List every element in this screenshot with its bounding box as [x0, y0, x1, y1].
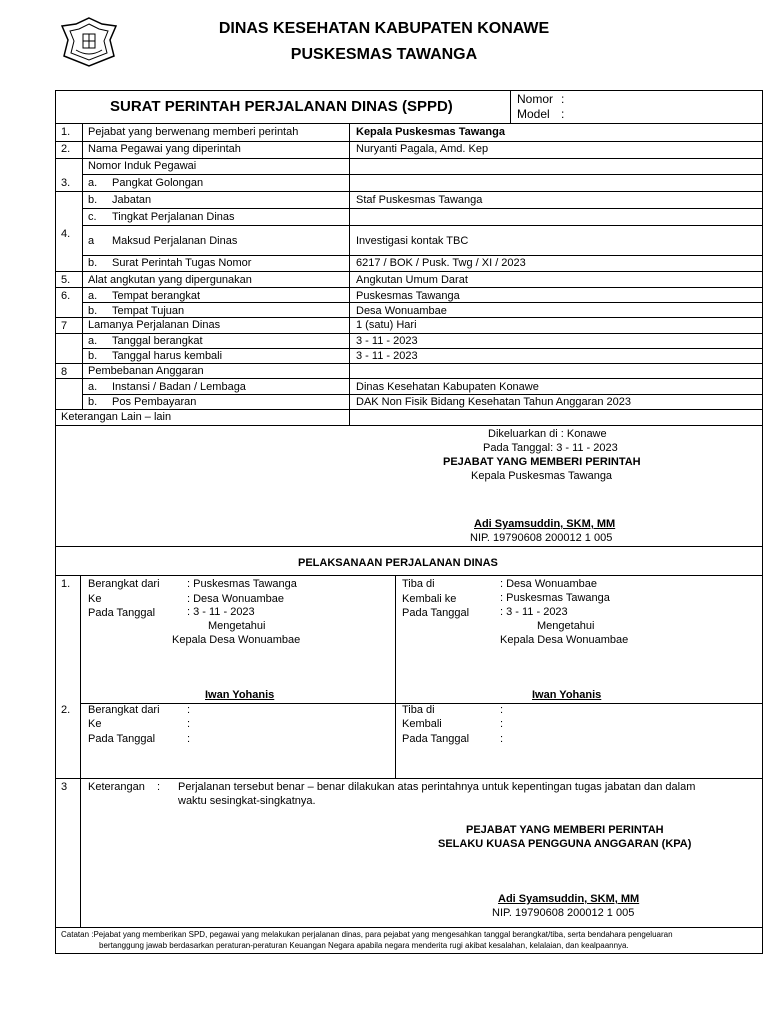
- row-nip-label: Nomor Induk Pegawai: [88, 160, 197, 172]
- issued-at: Dikeluarkan di : Konawe: [488, 428, 607, 440]
- row-1-value: Kepala Puskesmas Tawanga: [356, 126, 505, 138]
- issuer-title: PEJABAT YANG MEMBERI PERINTAH: [443, 456, 641, 468]
- issuer-nip: NIP. 19790608 200012 1 005: [470, 532, 613, 544]
- exec-2-depart-label: Berangkat dari: [88, 704, 160, 716]
- execution-heading: PELAKSANAAN PERJALANAN DINAS: [298, 557, 498, 569]
- exec-1-depart-label: Berangkat dari: [88, 578, 160, 590]
- row-6b-sub: b.: [88, 305, 98, 317]
- kpa-signer-nip: NIP. 19790608 200012 1 005: [492, 907, 635, 919]
- row-8-number: 8: [61, 366, 68, 378]
- row-4b-sub: b.: [88, 257, 98, 269]
- row-3a-label: Pangkat Golongan: [112, 177, 204, 189]
- kpa-title-2: SELAKU KUASA PENGGUNA ANGGARAN (KPA): [438, 838, 692, 850]
- form-title: SURAT PERINTAH PERJALANAN DINAS (SPPD): [110, 98, 453, 115]
- kpa-signer-name: Adi Syamsuddin, SKM, MM: [498, 893, 640, 905]
- footnote-line1: Catatan :Pejabat yang memberikan SPD, pegawai yang melakukan perjalanan dinas, para pejabat yang mengesahkan tanggal berangkat/tiba, serta bendahara pengeluaran: [61, 930, 673, 939]
- row-6a-value: Puskesmas Tawanga: [356, 290, 460, 302]
- exec-1-depart-value: : Puskesmas Tawanga: [187, 578, 297, 590]
- row-6a-sub: a.: [88, 290, 98, 302]
- exec-2-to-label: Ke: [88, 718, 102, 730]
- row-4-number: 4.: [61, 228, 71, 240]
- exec-2-number: 2.: [61, 704, 71, 716]
- issuer-position: Kepala Puskesmas Tawanga: [471, 470, 613, 482]
- exec-2-depart-colon: :: [187, 704, 191, 716]
- exec-1-to-value: : Desa Wonuambae: [187, 593, 285, 605]
- row-8b-sub: b.: [88, 396, 98, 408]
- row-8b-label: Pos Pembayaran: [112, 396, 197, 408]
- row-7a-value: 3 - 11 - 2023: [356, 335, 418, 347]
- row-3c-label: Tingkat Perjalanan Dinas: [112, 211, 235, 223]
- row-1-label: Pejabat yang berwenang memberi perintah: [88, 126, 299, 138]
- row-2-value: Nuryanti Pagala, Amd. Kep: [356, 143, 489, 155]
- exec-3-number: 3: [61, 781, 68, 793]
- row-2-label: Nama Pegawai yang diperintah: [88, 143, 241, 155]
- row-notes-label: Keterangan Lain – lain: [61, 411, 172, 423]
- row-7b-value: 3 - 11 - 2023: [356, 350, 418, 362]
- row-8a-label: Instansi / Badan / Lembaga: [112, 381, 246, 393]
- exec-1-date-label: Pada Tanggal: [88, 607, 156, 619]
- exec-1-date-value: : 3 - 11 - 2023: [187, 606, 255, 618]
- nomor-colon: :: [561, 92, 565, 106]
- row-4a-sub: a: [88, 235, 95, 247]
- facility-name: PUSKESMAS TAWANGA: [290, 46, 478, 63]
- exec-2-arrive-label: Tiba di: [402, 704, 435, 716]
- nomor-label: Nomor: [517, 92, 554, 106]
- row-8-label: Pembebanan Anggaran: [88, 365, 204, 377]
- exec-1-r-village-head: Kepala Desa Wonuambae: [500, 634, 629, 646]
- row-5-label: Alat angkutan yang dipergunakan: [88, 274, 252, 286]
- row-4a-value: Investigasi kontak TBC: [356, 235, 469, 247]
- row-6-number: 6.: [61, 290, 71, 302]
- row-3b-sub: b.: [88, 194, 98, 206]
- row-7a-sub: a.: [88, 335, 98, 347]
- row-6b-value: Desa Wonuambae: [356, 305, 447, 317]
- row-6a-label: Tempat berangkat: [112, 290, 201, 302]
- exec-2-rdate-colon: :: [500, 733, 504, 745]
- row-6b-label: Tempat Tujuan: [112, 305, 185, 317]
- issuer-name: Adi Syamsuddin, SKM, MM: [474, 518, 616, 530]
- row-1-number: 1.: [61, 126, 71, 138]
- row-7b-label: Tanggal harus kembali: [112, 350, 223, 362]
- row-2-number: 2.: [61, 143, 71, 155]
- exec-1-arrive-value: : Desa Wonuambae: [500, 578, 598, 590]
- exec-3-colon: :: [157, 781, 161, 793]
- exec-3-label: Keterangan: [88, 781, 145, 793]
- exec-1-acknowledged: Mengetahui: [208, 620, 266, 632]
- exec-1-number: 1.: [61, 578, 71, 590]
- exec-1-signer-name: Iwan Yohanis: [205, 689, 275, 701]
- model-colon: :: [561, 107, 565, 121]
- exec-2-arrive-colon: :: [500, 704, 504, 716]
- row-5-value: Angkutan Umum Darat: [356, 274, 468, 286]
- exec-2-return-colon: :: [500, 718, 504, 730]
- exec-3-text-line2: waktu sesingkat-singkatnya.: [178, 795, 316, 807]
- exec-2-to-colon: :: [187, 718, 191, 730]
- exec-1-rdate-value: : 3 - 11 - 2023: [500, 606, 568, 618]
- kpa-title-1: PEJABAT YANG MEMBERI PERINTAH: [466, 824, 664, 836]
- row-8b-value: DAK Non Fisik Bidang Kesehatan Tahun Anggaran 2023: [356, 396, 631, 408]
- exec-1-village-head: Kepala Desa Wonuambae: [172, 634, 301, 646]
- row-3b-label: Jabatan: [112, 194, 152, 206]
- row-8a-sub: a.: [88, 381, 98, 393]
- row-3c-sub: c.: [88, 211, 97, 223]
- exec-1-r-signer-name: Iwan Yohanis: [532, 689, 602, 701]
- exec-1-r-acknowledged: Mengetahui: [537, 620, 595, 632]
- exec-2-return-label: Kembali: [402, 718, 442, 730]
- issued-date: Pada Tanggal: 3 - 11 - 2023: [483, 442, 618, 454]
- row-3a-sub: a.: [88, 177, 98, 189]
- row-8a-value: Dinas Kesehatan Kabupaten Konawe: [356, 381, 539, 393]
- row-5-number: 5.: [61, 274, 71, 286]
- row-7a-label: Tanggal berangkat: [112, 335, 203, 347]
- exec-1-return-value: : Puskesmas Tawanga: [500, 592, 610, 604]
- exec-3-text-line1: Perjalanan tersebut benar – benar dilakukan atas perintahnya untuk kepentingan tugas jabatan dan dalam: [178, 781, 696, 793]
- exec-2-rdate-label: Pada Tanggal: [402, 733, 470, 745]
- row-7-value: 1 (satu) Hari: [356, 319, 417, 331]
- row-3b-value: Staf Puskesmas Tawanga: [356, 194, 483, 206]
- agency-name: DINAS KESEHATAN KABUPATEN KONAWE: [218, 20, 550, 37]
- row-4b-label: Surat Perintah Tugas Nomor: [112, 257, 252, 269]
- exec-1-rdate-label: Pada Tanggal: [402, 607, 470, 619]
- row-7-number: 7: [61, 320, 68, 332]
- exec-1-to-label: Ke: [88, 593, 102, 605]
- row-4a-label: Maksud Perjalanan Dinas: [112, 235, 238, 247]
- row-7-label: Lamanya Perjalanan Dinas: [88, 319, 221, 331]
- exec-2-date-colon: :: [187, 733, 191, 745]
- exec-1-arrive-label: Tiba di: [402, 578, 435, 590]
- exec-2-date-label: Pada Tanggal: [88, 733, 156, 745]
- row-3-number: 3.: [61, 177, 71, 189]
- row-4b-value: 6217 / BOK / Pusk. Twg / XI / 2023: [356, 257, 526, 269]
- exec-1-return-label: Kembali ke: [402, 593, 457, 605]
- row-7b-sub: b.: [88, 350, 98, 362]
- footnote-line2: bertanggung jawab berdasarkan peraturan-peraturan Keuangan Negara apabila negara menderita rugi akibat kesalahan, kelalaian, dan kealpaannya.: [99, 941, 629, 950]
- model-label: Model: [517, 107, 550, 121]
